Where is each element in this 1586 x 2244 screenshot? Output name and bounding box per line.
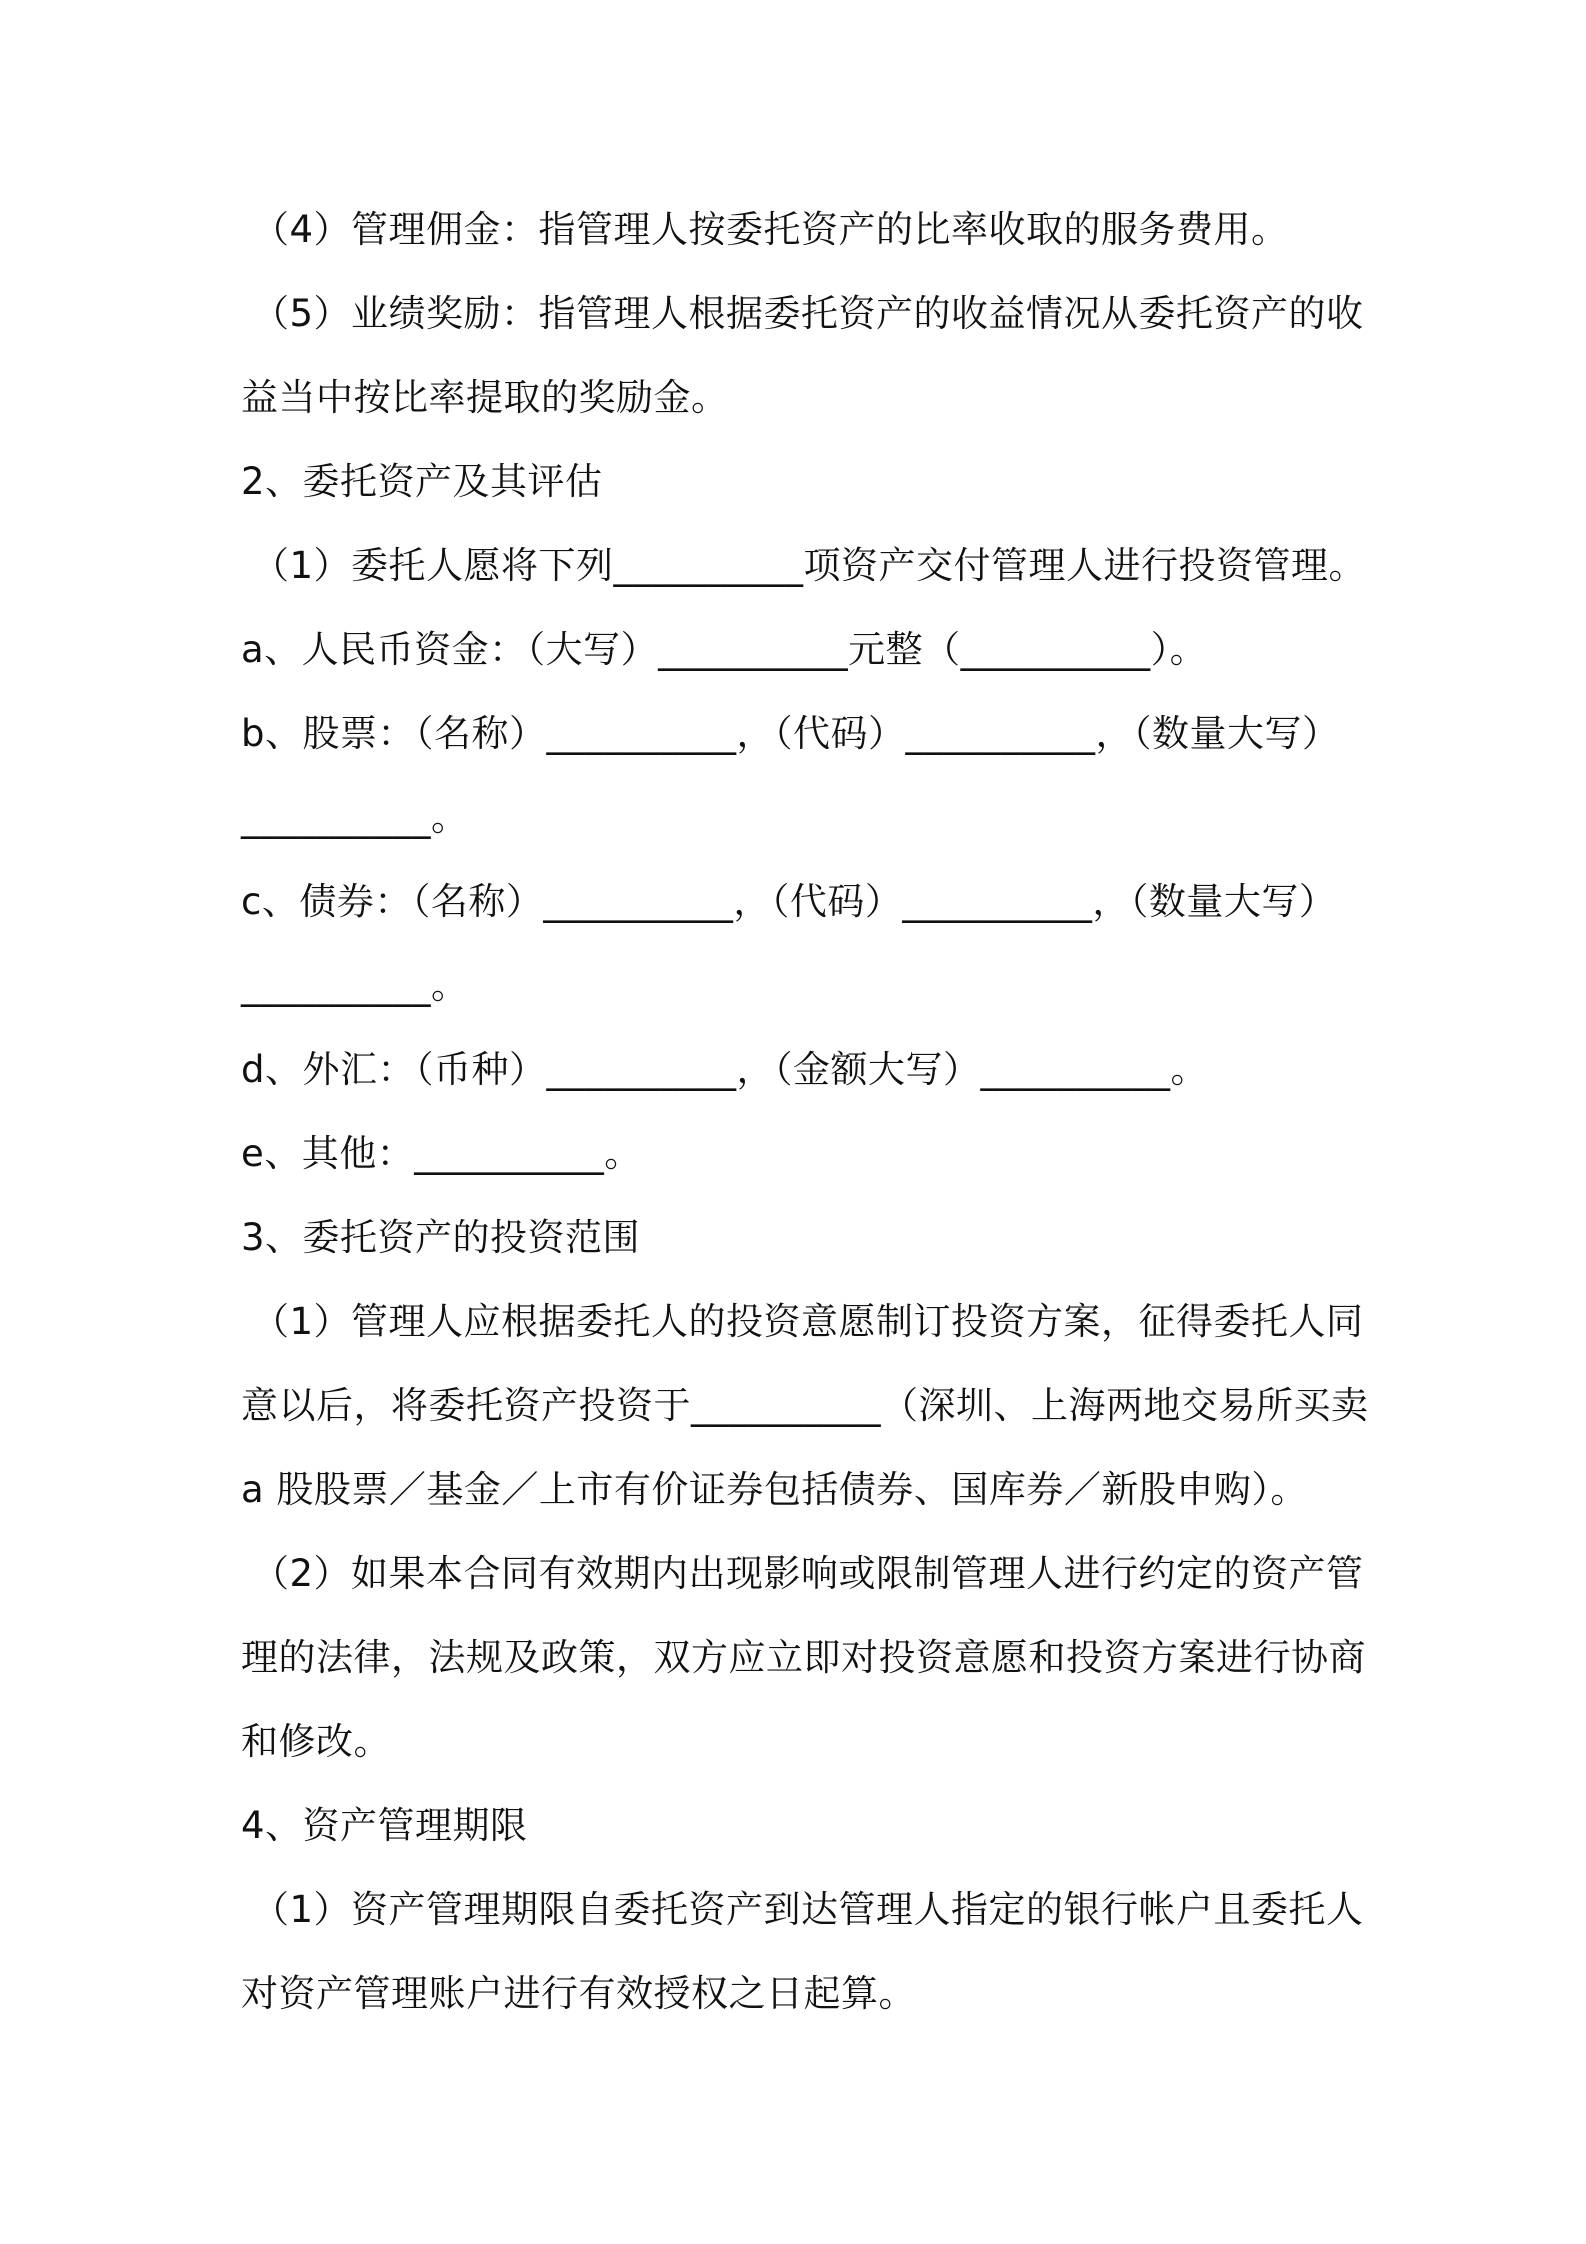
section-2-heading: 2、委托资产及其评估: [241, 460, 603, 503]
section-3-item-1-line-3: a 股股票／基金／上市有价证券包括债券、国库券／新股申购）。: [241, 1468, 1308, 1511]
section-3-item-1-line-2: 意以后，将委托资产投资于__________（深圳、上海两地交易所买卖: [241, 1384, 1369, 1427]
section-3-item-2-line-2: 理的法律，法规及政策，双方应立即对投资意愿和投资方案进行协商: [241, 1636, 1366, 1679]
item-b-stocks: b、股票：（名称）__________，（代码）__________，（数量大写）: [241, 712, 1340, 755]
section-4-heading: 4、资产管理期限: [241, 1804, 528, 1847]
section-4-item-1: （1）资产管理期限自委托资产到达管理人指定的银行帐户且委托人: [252, 1888, 1364, 1931]
clause-5-continuation: 益当中按比率提取的奖励金。: [241, 376, 729, 419]
item-c-continuation: __________。: [241, 964, 469, 1007]
section-2-item-1: （1）委托人愿将下列__________项资产交付管理人进行投资管理。: [252, 544, 1367, 587]
section-3-item-1: （1）管理人应根据委托人的投资意愿制订投资方案，征得委托人同: [252, 1300, 1364, 1343]
item-d-foreign-exchange: d、外汇：（币种）__________，（金额大写）__________。: [241, 1048, 1208, 1091]
item-a-rmb-funds: a、人民币资金：（大写）__________元整（__________）。: [241, 628, 1208, 671]
section-3-item-2: （2）如果本合同有效期内出现影响或限制管理人进行约定的资产管: [252, 1552, 1364, 1595]
clause-5-performance-reward: （5）业绩奖励：指管理人根据委托资产的收益情况从委托资产的收: [252, 292, 1364, 335]
item-b-continuation: __________。: [241, 796, 469, 839]
section-4-item-1-line-2: 对资产管理账户进行有效授权之日起算。: [241, 1972, 916, 2015]
item-e-other: e、其他：__________。: [241, 1132, 642, 1175]
section-3-heading: 3、委托资产的投资范围: [241, 1216, 641, 1259]
item-c-bonds: c、债券：（名称）__________，（代码）__________，（数量大写）: [241, 880, 1337, 923]
section-3-item-2-line-3: 和修改。: [241, 1720, 391, 1763]
clause-4-management-commission: （4）管理佣金：指管理人按委托资产的比率收取的服务费用。: [252, 208, 1289, 251]
